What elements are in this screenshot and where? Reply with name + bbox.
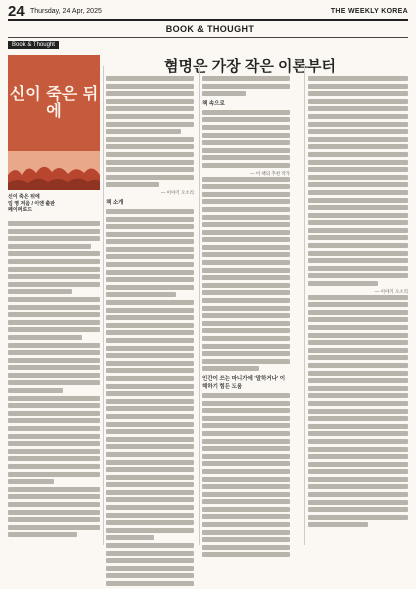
- book-cover-title: 신이 죽은 뒤에: [9, 84, 99, 120]
- article-column-3: [202, 76, 290, 560]
- article-byline: — 이 책의 추천 작가: [250, 170, 290, 176]
- column-rule: [304, 66, 305, 545]
- issue-date: Thursday, 24 Apr, 2025: [30, 7, 102, 15]
- caption-publisher: 페이퍼로드: [8, 207, 33, 213]
- section-title: BOOK & THOUGHT: [165, 24, 255, 34]
- article-subheading: 책 소개: [106, 199, 124, 206]
- article-column-1: [8, 221, 100, 540]
- paper-name: THE WEEKLY KOREA: [330, 7, 408, 15]
- article-byline: — 이야기 오소리: [374, 288, 408, 294]
- article-subheading: 인간이 쓰는 마니가에 '말하거나' 이해하기 힘든 도움: [202, 375, 286, 390]
- headline: 혐명은 가장 작은 이론부터: [164, 58, 336, 75]
- section-tag: Book & Thought: [8, 41, 59, 49]
- column-rule: [199, 66, 200, 545]
- caption-author: 임 영 저음 / 이엔 출판: [8, 200, 55, 207]
- book-caption: [8, 194, 100, 214]
- article-column-2: [106, 76, 194, 589]
- article-subheading: 책 속으로: [202, 100, 225, 107]
- page-header: [8, 3, 408, 21]
- cover-illustration: [8, 157, 100, 190]
- caption-title: 신이 죽은 뒤에: [8, 194, 40, 200]
- column-rule: [103, 66, 104, 545]
- article-byline: — 이야기 오소리: [160, 189, 194, 195]
- article-column-4: [308, 76, 408, 530]
- book-cover-image: [8, 55, 100, 190]
- section-divider: [8, 37, 408, 38]
- page-number: 24: [8, 2, 25, 20]
